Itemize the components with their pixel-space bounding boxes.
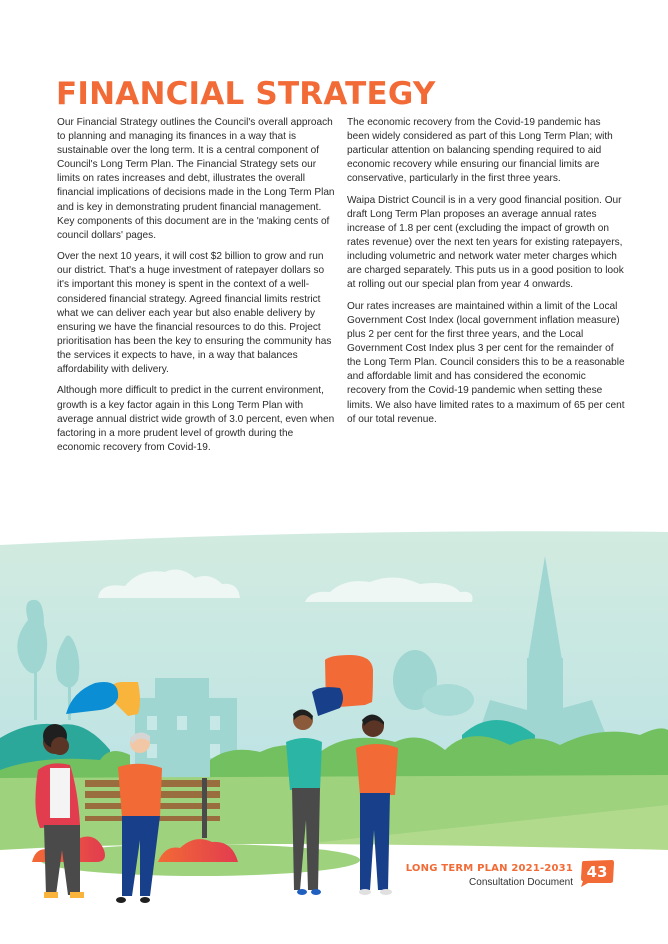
paragraph: Over the next 10 years, it will cost $2 billion to grow and run our district. That's a huge investment of ratepayer dollars so it's important this money is spent in the context of a well-considered financial strategy. Agreed financial limits restrict what we can deliver each year but also enable delivery by ensuring we have the financial resources to do this. Project prioritisation has been the key to ensuring the community has the services it expects to have, in a way that balances affordability with delivery.	[57, 251, 332, 375]
page-number: 43	[586, 863, 608, 881]
tree-trunk	[34, 660, 37, 720]
page-title: FINANCIAL STRATEGY	[56, 76, 436, 112]
right-column	[347, 116, 625, 434]
document-title: LONG TERM PLAN 2021-2031	[405, 863, 573, 874]
footer	[406, 862, 573, 890]
paragraph: Waipa District Council is in a very good financial position. Our draft Long Term Plan proposes an average annual rates increase of 1.8 per cent (excluding the impact of growth on rates revenue) over the next ten years for existing ratepayers, including volumetric and network water meter charges which are charged separately. This puts us in a good position to look at rolling out our special plan from year 4 onwards.	[347, 194, 624, 291]
paragraph: Although more difficult to predict in the current environment, growth is a key factor again in this Long Term Plan with average annual district wide growth of 3.0 percent, even when factoring in a more prudent level of growth during the economic recovery from Covid-19.	[57, 385, 335, 453]
paragraph: The economic recovery from the Covid-19 pandemic has been widely considered as part of this Long Term Plan; with particular attention on balancing spending required to aid economic recovery while ensuring our financial limits are conservative, particularly in the first three years.	[347, 117, 613, 185]
left-column	[57, 116, 335, 462]
document-subtitle: Consultation Document	[469, 877, 573, 888]
paragraph: Our rates increases are maintained within a limit of the Local Government Cost Index (local government inflation measure) plus 2 per cent for the first three years, and the Local Government Cost Index plus 3 per cent for the remainder of the Long Term Plan. Council considers this to be a reasonable and affordable limit and has considered the economic recovery from the Covid-19 pandemic when setting these limits. We also have limited rates to a maximum of 65 per cent of our total revenue.	[347, 300, 625, 425]
paragraph: Our Financial Strategy outlines the Council's overall approach to planning and managing its finances in a way that is sustainable over the long term. It is a central component of Council's Long Term Plan. The Financial Strategy sets our limits on rates increases and debt, illustrates the overall financial implications of decisions made in the Long Term Plan and is key in demonstrating prudent financial management. Key components of this document are in the 'making cents of council dollars' pages.	[57, 117, 335, 241]
tree	[422, 684, 474, 716]
